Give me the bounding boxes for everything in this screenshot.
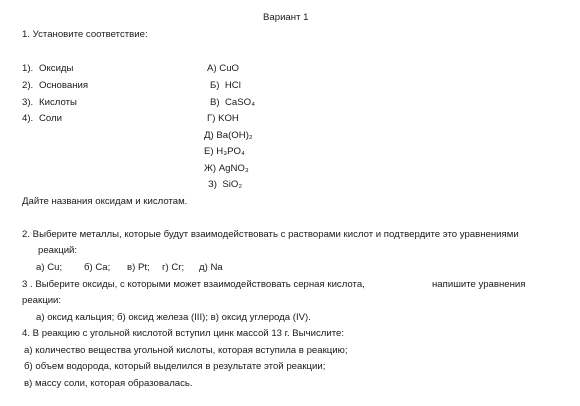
question-4-item-b: б) объем водорода, который выделился в результате этой реакции; (24, 361, 326, 372)
match-right-e: Е) H₃PO₄ (204, 146, 245, 157)
question-2-line-2: реакций: (38, 245, 78, 256)
question-3-line-2: реакции: (22, 295, 62, 306)
match-left-3: 3). Кислоты (22, 97, 77, 108)
question-2-option-a: а) Cu; (36, 262, 63, 273)
question-2-option-v: в) Pt; (127, 262, 150, 273)
match-right-zh: Ж) AgNO₃ (204, 163, 249, 174)
question-2-option-b: б) Ca; (84, 262, 111, 273)
match-right-b: Б) HCl (210, 80, 241, 91)
match-right-a: А) CuO (207, 63, 239, 74)
match-left-2: 2). Основания (22, 80, 89, 91)
question-4-item-v: в) массу соли, которая образовалась. (24, 378, 193, 389)
question-3-options: а) оксид кальция; б) оксид железа (III); в) оксид углерода (IV). (36, 312, 311, 323)
match-left-1: 1). Оксиды (22, 63, 74, 74)
question-2-option-d: д) Na (199, 262, 223, 273)
question-3-line-1-tail: напишите уравнения (432, 279, 526, 290)
match-right-v: В) CaSO₄ (210, 97, 255, 108)
question-1-note: Дайте названия оксидам и кислотам. (22, 196, 188, 207)
question-3-line-1: 3 . Выберите оксиды, с которыми может взаимодействовать серная кислота, (22, 279, 365, 290)
match-left-4: 4). Соли (22, 113, 63, 124)
question-2-option-g: г) Cr; (162, 262, 185, 273)
match-right-d: Д) Ba(OH)₂ (204, 130, 253, 141)
variant-title: Вариант 1 (263, 12, 309, 23)
match-right-g: Г) KOH (207, 113, 239, 124)
match-right-z: З) SiO₂ (208, 179, 243, 190)
question-4-line-1: 4. В реакцию с угольной кислотой вступил цинк массой 13 г. Вычислите: (22, 328, 345, 339)
question-2-line-1: 2. Выберите металлы, которые будут взаимодействовать с растворами кислот и подтвердите это уравнениями (22, 229, 519, 240)
question-1-heading: 1. Установите соответствие: (22, 29, 148, 40)
question-4-item-a: а) количество вещества угольной кислоты, которая вступила в реакцию; (24, 345, 348, 356)
